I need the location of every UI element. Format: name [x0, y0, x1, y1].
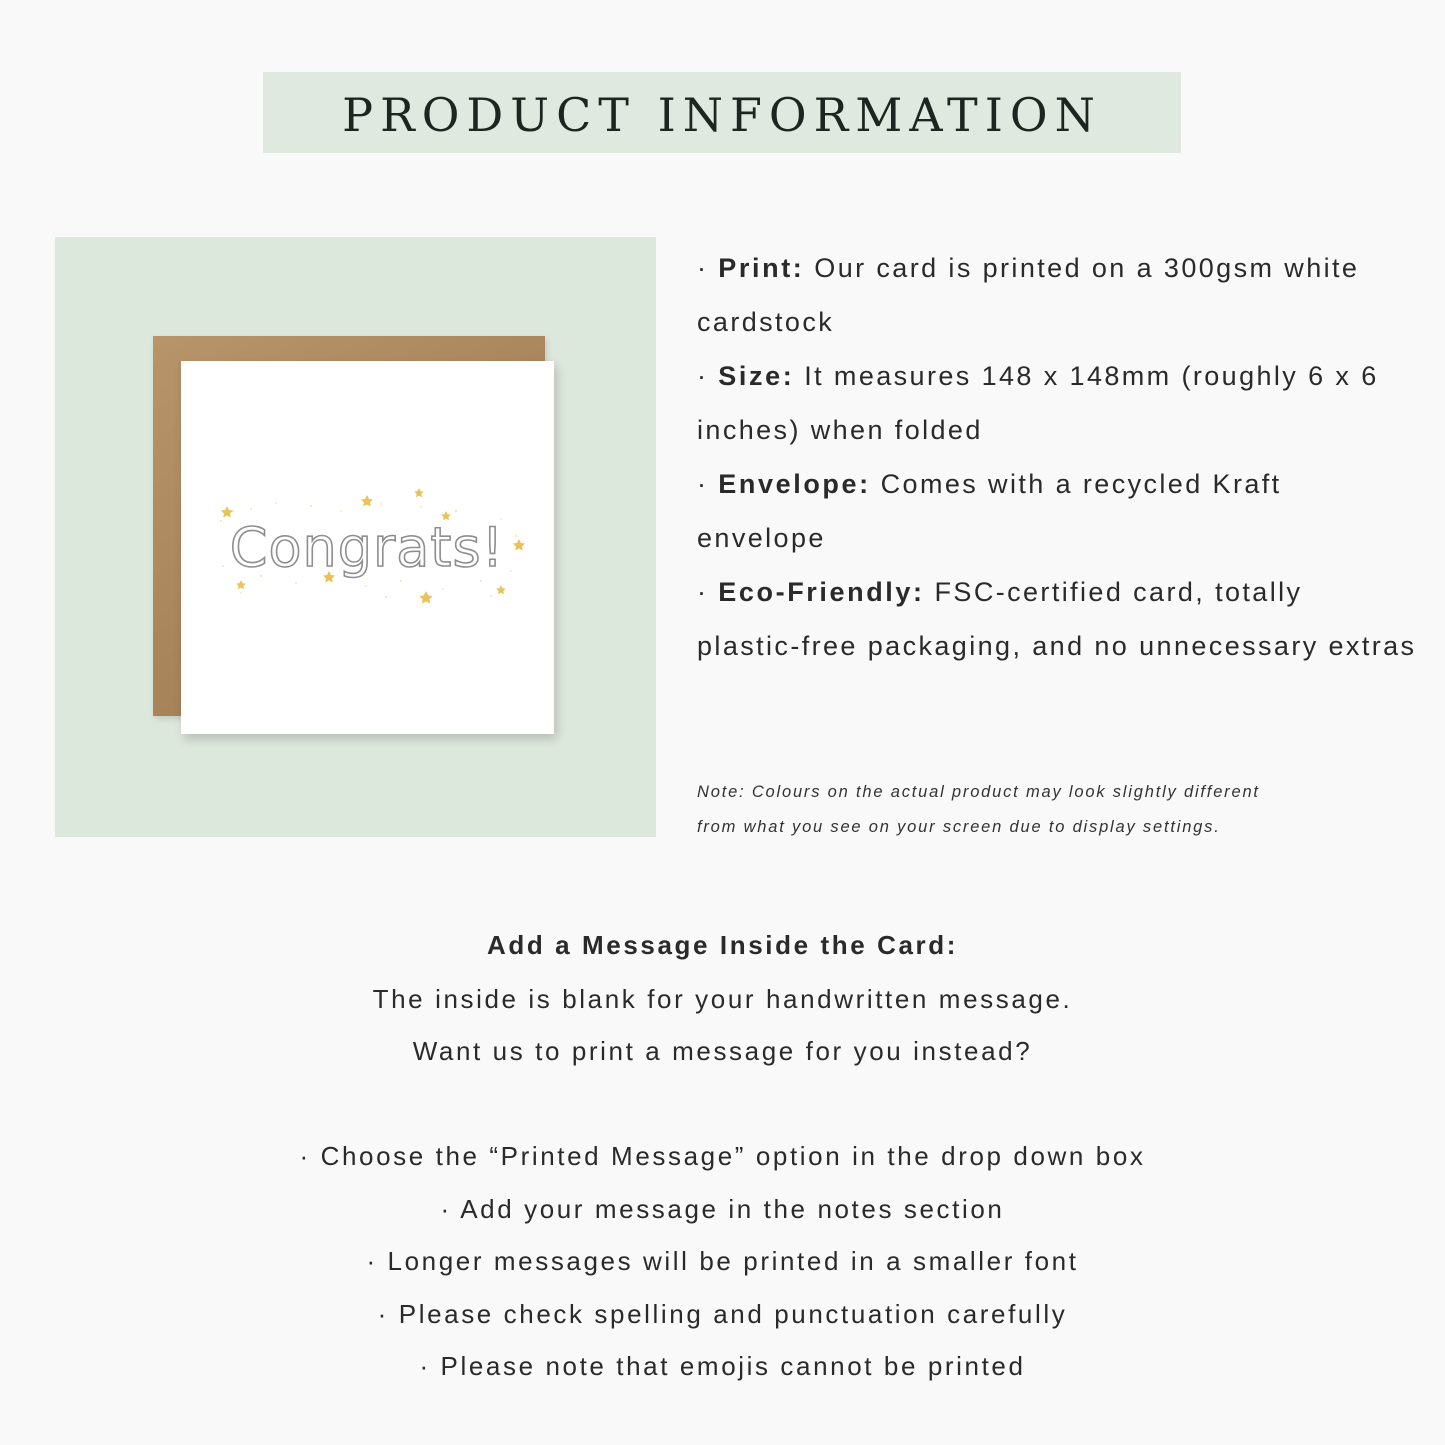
- spec-text: FSC-certified card, totally plastic-free packaging, and no unnecessary extras: [697, 577, 1417, 661]
- greeting-card: [181, 361, 554, 734]
- spec-text: Comes with a recycled Kraft envelope: [697, 469, 1282, 553]
- title-banner: [263, 72, 1181, 153]
- bullet-text: Choose the “Printed Message” option in the drop down box: [320, 1141, 1146, 1171]
- product-specs: [697, 241, 1417, 673]
- spec-label: Size:: [718, 361, 795, 391]
- message-intro-line: Want us to print a message for you instead?: [412, 1036, 1033, 1066]
- spec-print: · Print: Our card is printed on a 300gsm white cardstock: [697, 253, 1360, 337]
- spec-label: Print:: [718, 253, 805, 283]
- spec-text: Our card is printed on a 300gsm white cardstock: [697, 253, 1360, 337]
- color-note: [697, 775, 1387, 845]
- spec-size: · Size: It measures 148 x 148mm (roughly 6 x 6 inches) when folded: [697, 361, 1379, 445]
- card-illustration: [181, 361, 554, 734]
- product-photo: [55, 237, 656, 837]
- spec-eco: · Eco-Friendly: FSC-certified card, totally plastic-free packaging, and no unnecessary extras: [697, 577, 1417, 661]
- note-line: Note: Colours on the actual product may look slightly different: [697, 783, 1260, 801]
- card-lettering: Congrats!: [229, 516, 505, 579]
- spec-label: Eco-Friendly:: [718, 577, 925, 607]
- message-intro-line: The inside is blank for your handwritten message.: [372, 984, 1073, 1014]
- message-heading: Add a Message Inside the Card:: [487, 930, 958, 960]
- spec-envelope: · Envelope: Comes with a recycled Kraft envelope: [697, 469, 1282, 553]
- message-bullet: · Add your message in the notes section: [440, 1194, 1005, 1224]
- bullet-text: Add your message in the notes section: [460, 1194, 1005, 1224]
- bullet-text: Please note that emojis cannot be printed: [440, 1351, 1026, 1381]
- spec-text: It measures 148 x 148mm (roughly 6 x 6 inches) when folded: [697, 361, 1379, 445]
- message-bullet: · Longer messages will be printed in a smaller font: [366, 1246, 1079, 1276]
- page-title: PRODUCT INFORMATION: [342, 87, 1102, 142]
- bullet-text: Longer messages will be printed in a smaller font: [387, 1246, 1079, 1276]
- note-line: from what you see on your screen due to display settings.: [697, 818, 1221, 836]
- message-bullet: · Choose the “Printed Message” option in the drop down box: [299, 1141, 1146, 1171]
- message-bullet: · Please note that emojis cannot be printed: [419, 1351, 1026, 1381]
- spec-label: Envelope:: [718, 469, 871, 499]
- message-bullet: · Please check spelling and punctuation carefully: [377, 1299, 1068, 1329]
- bullet-text: Please check spelling and punctuation carefully: [398, 1299, 1068, 1329]
